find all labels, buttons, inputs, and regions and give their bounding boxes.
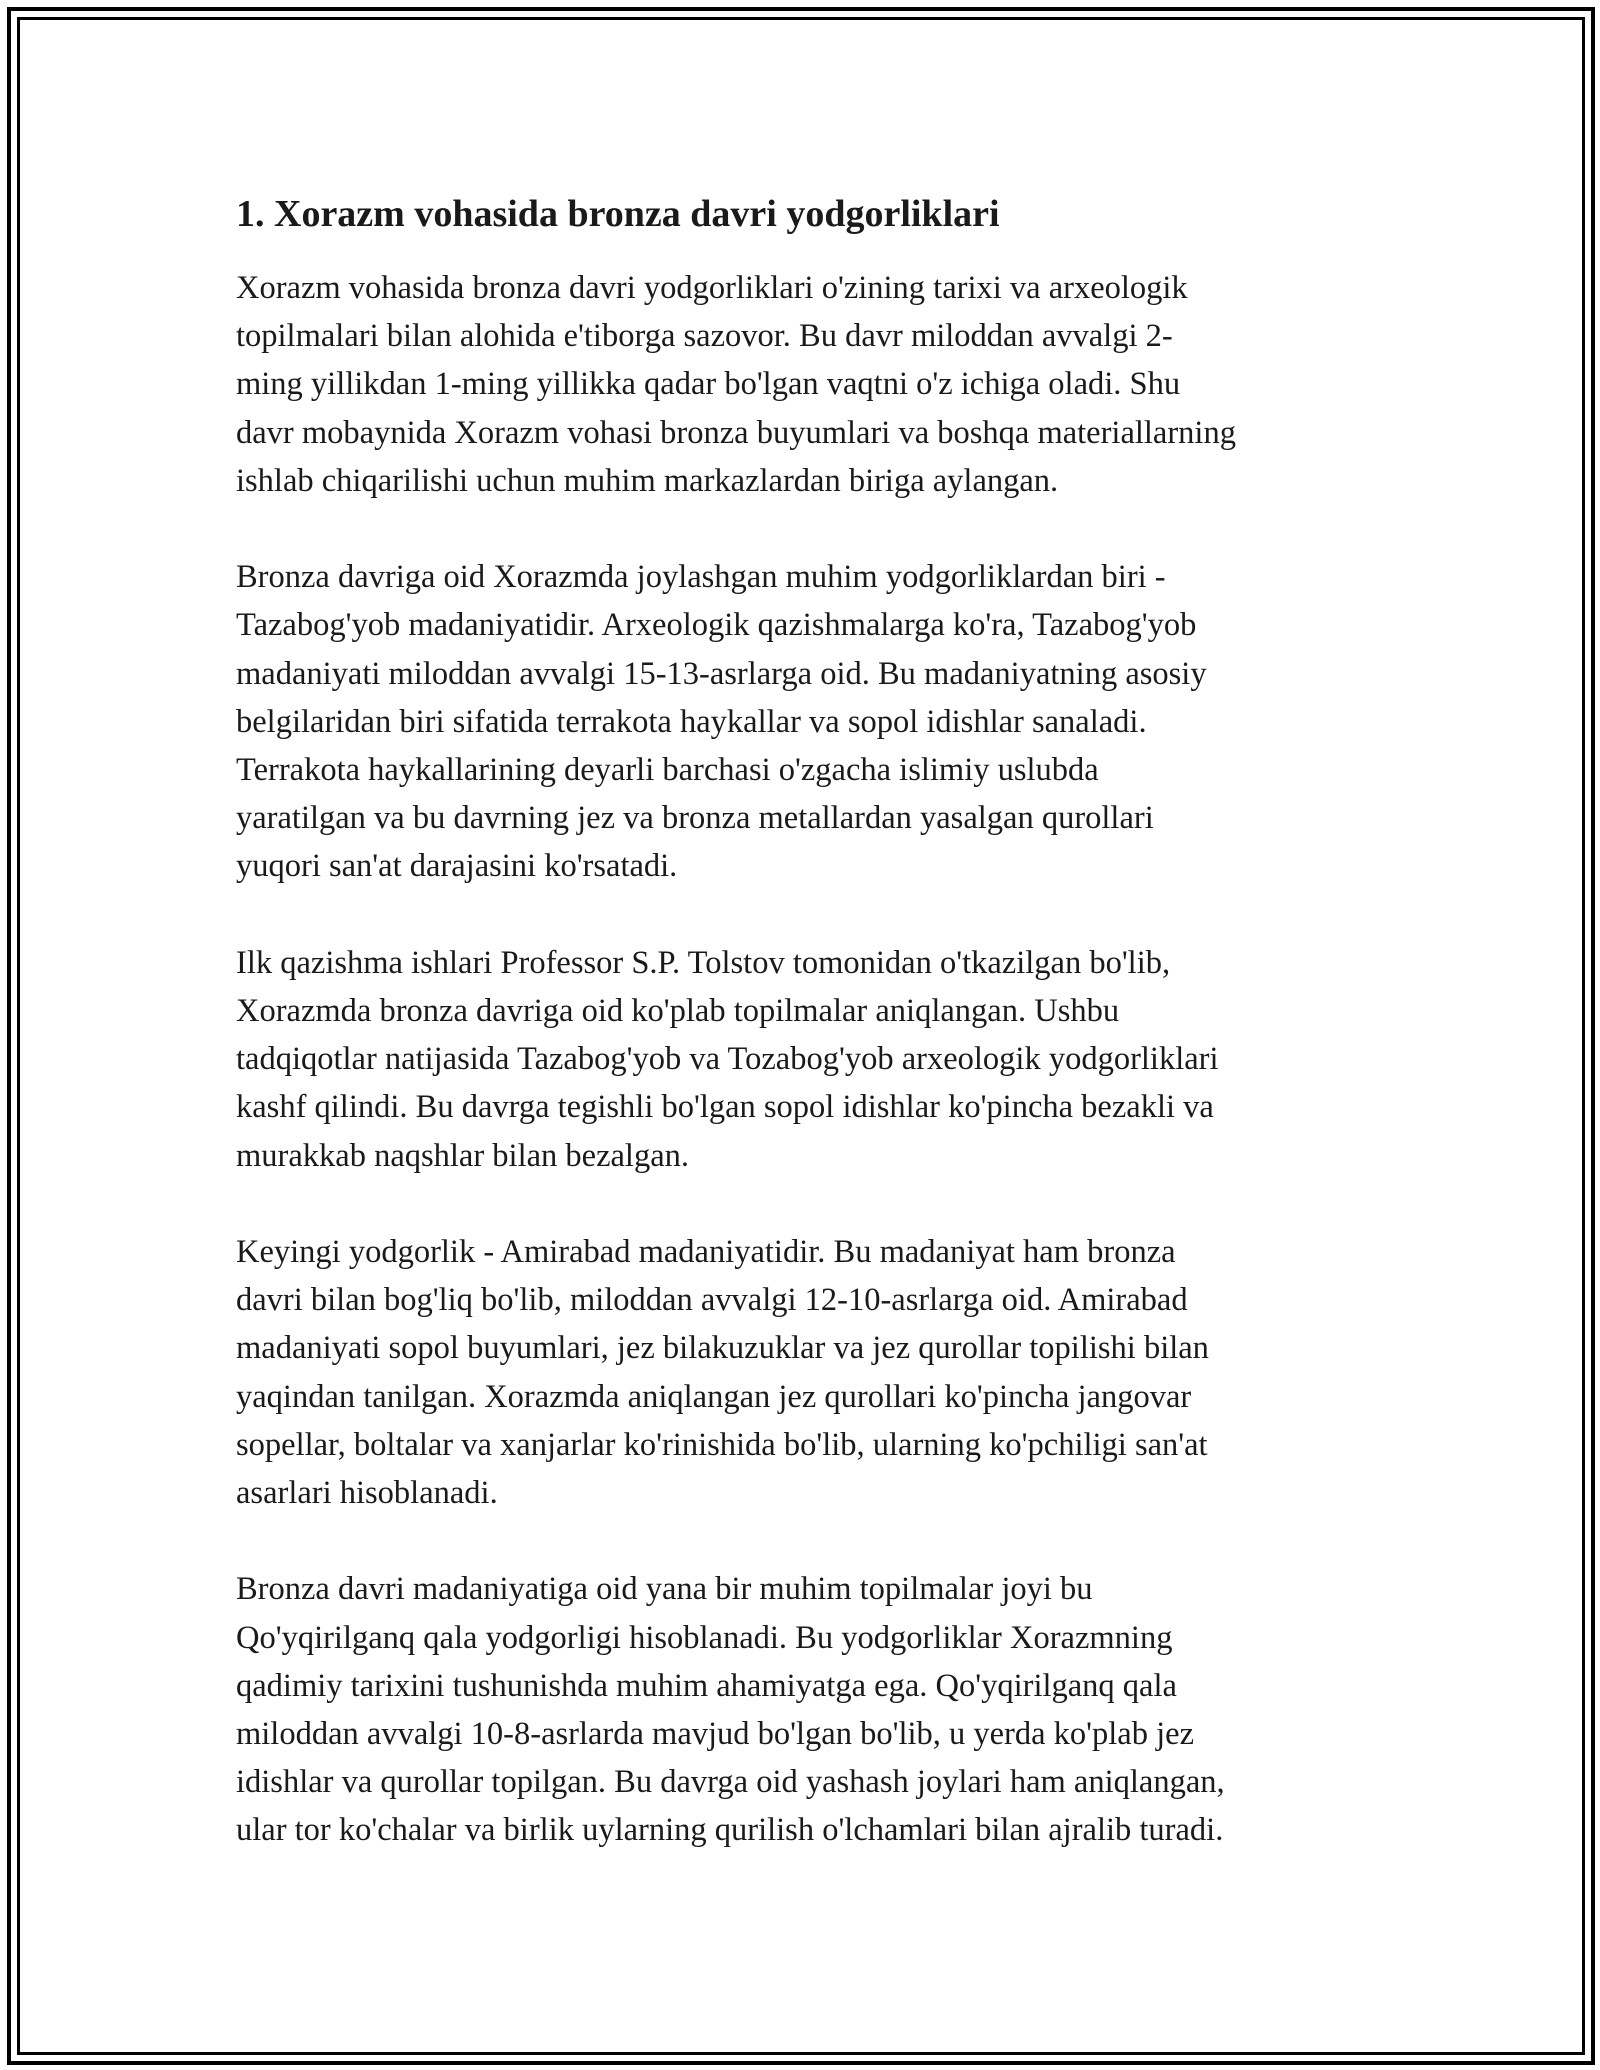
text-line: Bronza davri madaniyatiga oid yana bir muhim topilmalar joyi bu <box>236 1571 1093 1608</box>
text-line: Ilk qazishma ishlari Professor S.P. Tolstov tomonidan o'tkazilgan bo'lib, <box>236 944 1171 981</box>
text-line: kashf qilindi. Bu davrga tegishli bo'lgan sopol idishlar ko'pincha bezakli va <box>236 1089 1214 1126</box>
text-line: ishlab chiqarilishi uchun muhim markazlardan biriga aylangan. <box>236 462 1059 499</box>
text-line: davr mobaynida Xorazm vohasi bronza buyumlari va boshqa materiallarning <box>236 414 1236 451</box>
text-line: Bronza davriga oid Xorazmda joylashgan muhim yodgorliklardan biri - <box>236 559 1166 596</box>
text-line: murakkab naqshlar bilan bezalgan. <box>236 1137 690 1174</box>
text-line: miloddan avvalgi 10-8-asrlarda mavjud bo'lgan bo'lib, u yerda ko'plab jez <box>236 1716 1194 1753</box>
paragraph-3 <box>236 939 1376 1180</box>
text-line: Xorazmda bronza davriga oid ko'plab topilmalar aniqlangan. Ushbu <box>236 993 1120 1030</box>
text-line: qadimiy tarixini tushunishda muhim ahamiyatga ega. Qo'yqirilganq qala <box>236 1667 1177 1704</box>
text-line: Tazabog'yob madaniyatidir. Arxeologik qazishmalarga ko'ra, Tazabog'yob <box>236 607 1197 644</box>
text-line: topilmalari bilan alohida e'tiborga sazovor. Bu davr miloddan avvalgi 2- <box>236 318 1173 355</box>
text-line: sopellar, boltalar va xanjarlar ko'rinishida bo'lib, ularning ko'pchiligi san'at <box>236 1426 1208 1463</box>
text-line: Terrakota haykallarining deyarli barchasi o'zgacha islimiy uslubda <box>236 752 1099 789</box>
text-line: yuqori san'at darajasini ko'rsatadi. <box>236 848 678 885</box>
text-line: madaniyati sopol buyumlari, jez bilakuzuklar va jez qurollar topilishi bilan <box>236 1330 1209 1367</box>
text-line: idishlar va qurollar topilgan. Bu davrga oid yashash joylari ham aniqlangan, <box>236 1764 1225 1801</box>
text-line: davri bilan bog'liq bo'lib, miloddan avvalgi 12-10-asrlarga oid. Amirabad <box>236 1282 1188 1319</box>
text-line: tadqiqotlar natijasida Tazabog'yob va Tozabog'yob arxeologik yodgorliklari <box>236 1041 1219 1078</box>
text-line: Xorazm vohasida bronza davri yodgorliklari o'zining tarixi va arxeologik <box>236 270 1188 306</box>
text-line: yaqindan tanilgan. Xorazmda aniqlangan jez qurollari ko'pincha jangovar <box>236 1378 1192 1415</box>
text-line: yaratilgan va bu davrning jez va bronza metallardan yasalgan qurollari <box>236 800 1154 837</box>
text-line: belgilaridan biri sifatida terrakota haykallar va sopol idishlar sanaladi. <box>236 703 1147 740</box>
text-line: Keyingi yodgorlik - Amirabad madaniyatidir. Bu madaniyat ham bronza <box>236 1234 1176 1271</box>
paragraph-1 <box>236 264 1376 505</box>
paragraph-4 <box>236 1228 1376 1517</box>
text-line: ular tor ko'chalar va birlik uylarning qurilish o'lchamlari bilan ajralib turadi. <box>236 1812 1224 1849</box>
paragraph-2 <box>236 553 1376 890</box>
text-line: madaniyati miloddan avvalgi 15-13-asrlarga oid. Bu madaniyatning asosiy <box>236 655 1207 692</box>
text-line: ming yillikdan 1-ming yillikka qadar bo'lgan vaqtni o'z ichiga oladi. Shu <box>236 366 1181 403</box>
paragraph-5 <box>236 1565 1376 1854</box>
text-line: Qo'yqirilganq qala yodgorligi hisoblanadi. Bu yodgorliklar Xorazmning <box>236 1619 1173 1656</box>
section-title: 1. Xorazm vohasida bronza davri yodgorliklari <box>236 193 1000 235</box>
document-body <box>236 190 1376 1903</box>
text-line: asarlari hisoblanadi. <box>236 1475 498 1512</box>
